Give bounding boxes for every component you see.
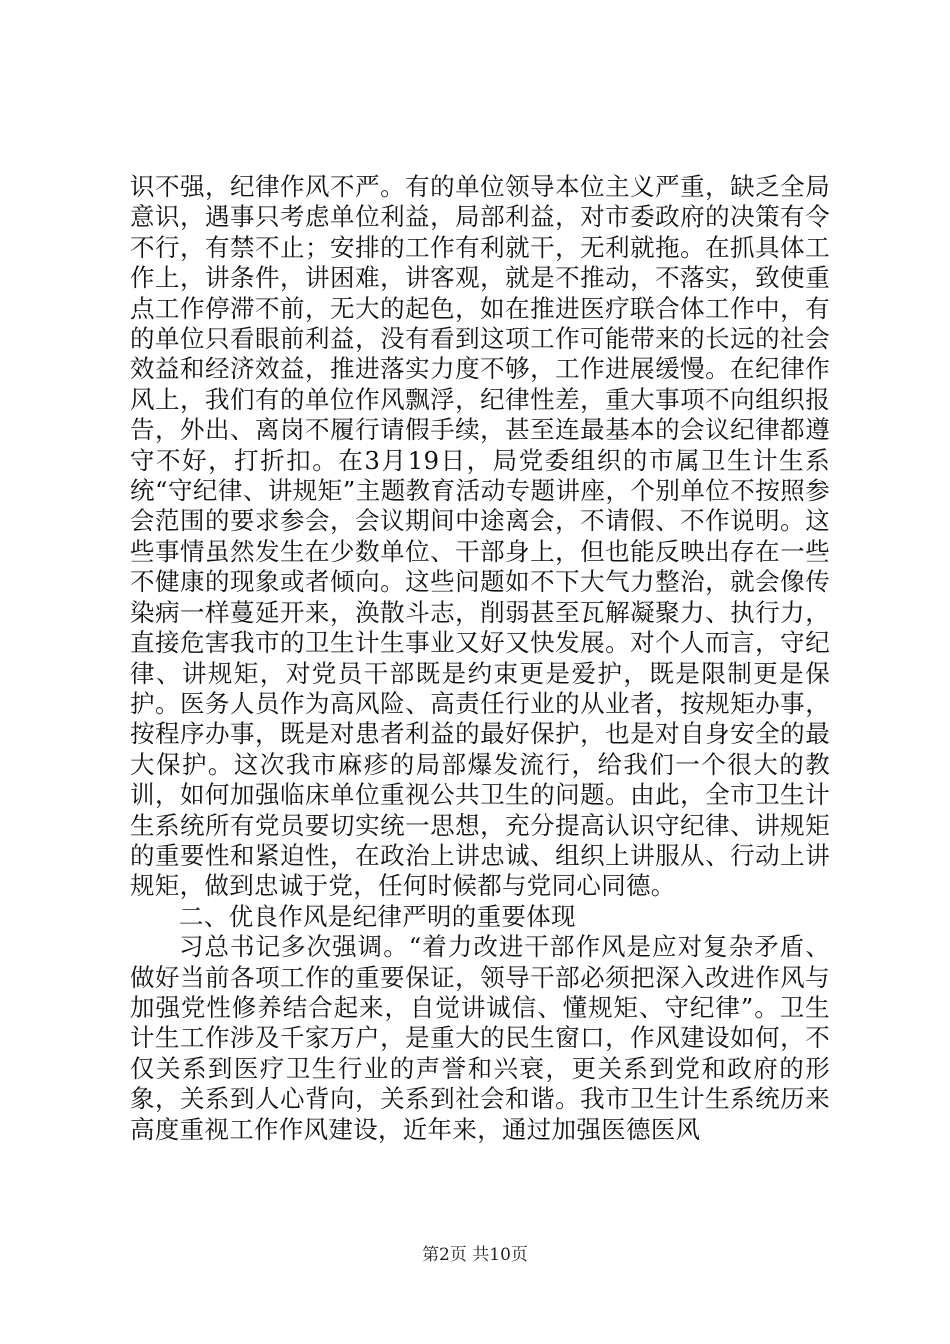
section-heading: 二、优良作风是纪律严明的重要体现 xyxy=(179,901,576,931)
page-footer: 第2页 共10页 xyxy=(422,1245,528,1265)
paragraph-1: 识不强，纪律作风不严。有的单位领导本位主义严重，缺乏全局意识，遇事只考虑单位利益，局部利益，对市委政府的决策有令不行，有禁不止；安排的工作有利就干，无利就拖。在抓具体工作上，讲条件，讲困难，讲客观，就是不推动，不落实，致使重点工作停滞不前，无大的起色，如在推进医疗联合体工作中，有的单位只看眼前利益，没有看到这项工作可能带来的长远的社会效益和经济效益，推进落实力度不够，工作进展缓慢。在纪律作风上，我们有的单位作风飘浮，纪律性差，重大事项不向组织报告，外出、离岗不履行请假手续，甚至连最基本的会议纪律都遵守不好，打折扣。在3月19日，局党委组织的市属卫生计生系统“守纪律、讲规矩”主题教育活动专题讲座，个别单位不按照参会范围的要求参会，会议期间中途离会，不请假、不作说明。这些事情虽然发生在少数单位、干部身上，但也能反映出存在一些不健康的现象或者倾向。这些问题如不下大气力整治，就会像传染病一样蔓延开来，涣散斗志，削弱甚至瓦解凝聚力、执行力，直接危害我市的卫生计生事业又好又快发展。对个人而言，守纪律、讲规矩，对党员干部既是约束更是爱护，既是限制更是保护。医务人员作为高风险、高责任行业的从业者，按规矩办事，按程序办事，既是对患者利益的最好保护，也是对自身安全的最大保护。这次我市麻疹的局部爆发流行，给我们一个很大的教训，如何加强临床单位重视公共卫生的问题。由此，全市卫生计生系统所有党员要切实统一思想，充分提高认识守纪律、讲规矩的重要性和紧迫性，在政治上讲忠诚、组织上讲服从、行动上讲规矩，做到忠诚于党，任何时候都与党同心同德。 xyxy=(130,172,830,901)
body-text xyxy=(130,172,830,1145)
paragraph-2: 习总书记多次强调。“着力改进干部作风是应对复杂矛盾、做好当前各项工作的重要保证，领导干部必须把深入改进作风与加强党性修养结合起来，自觉讲诚信、懂规矩、守纪律”。卫生计生工作涉及千家万户，是重大的民生窗口，作风建设如何，不仅关系到医疗卫生行业的声誉和兴衰，更关系到党和政府的形象，关系到人心背向，关系到社会和谐。我市卫生计生系统历来高度重视工作作风建设，近年来，通过加强医德医风 xyxy=(130,932,830,1144)
